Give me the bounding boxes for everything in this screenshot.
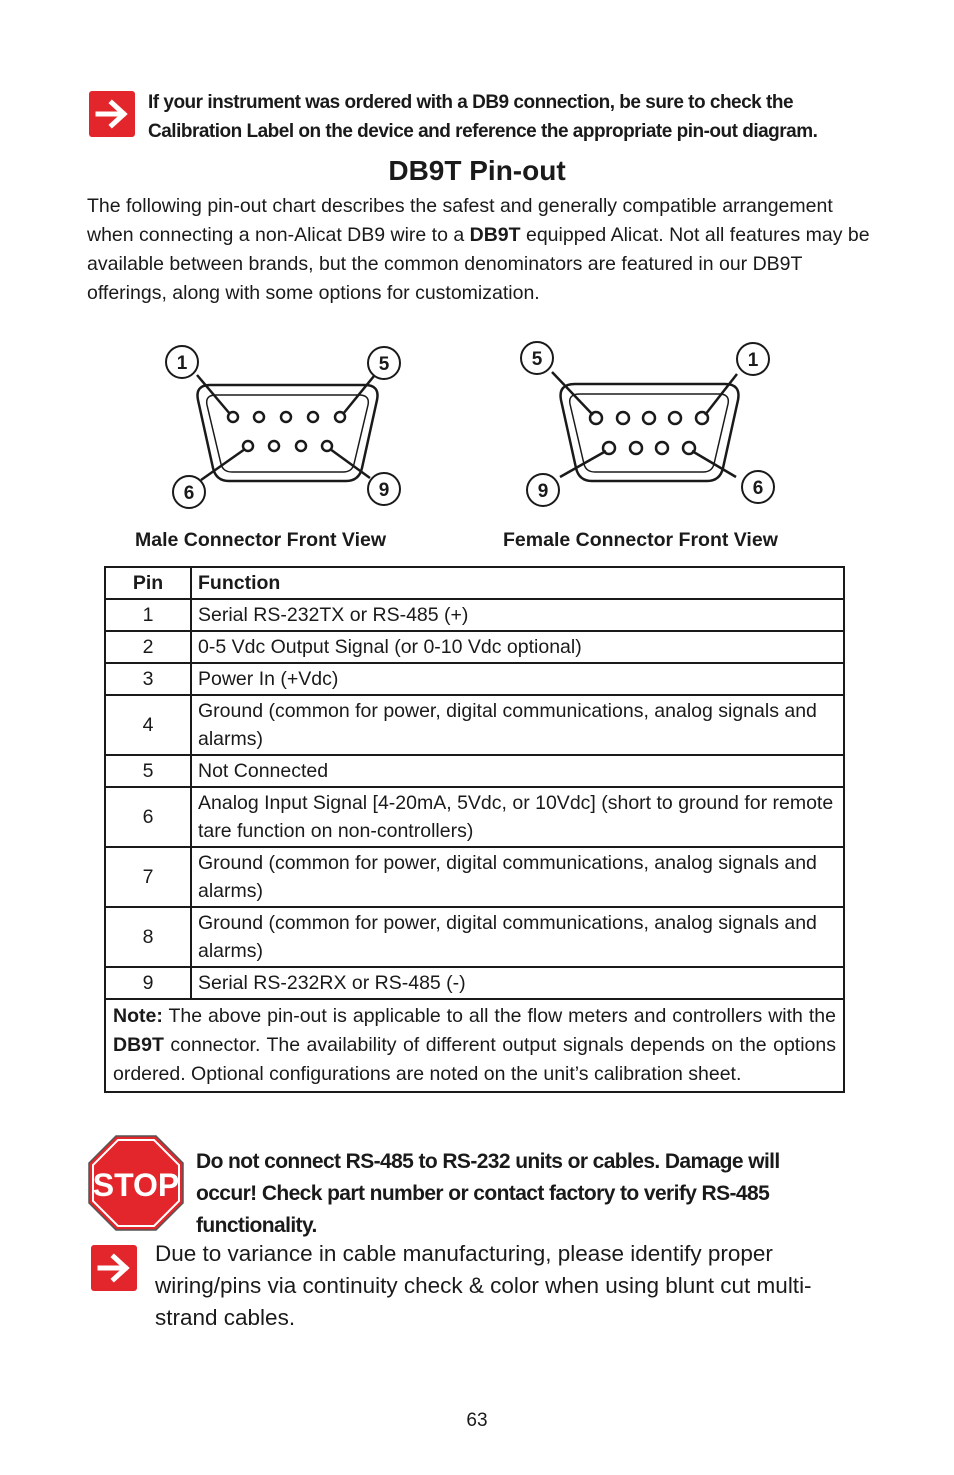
pin-cell: 4 bbox=[105, 695, 191, 755]
table-note-row bbox=[105, 999, 844, 1092]
arrow-right-icon bbox=[91, 1245, 137, 1291]
pin-cell: 9 bbox=[105, 967, 191, 999]
female-label-tl: 5 bbox=[531, 349, 543, 370]
stop-sign-text: STOP bbox=[92, 1167, 180, 1203]
table-row bbox=[105, 663, 844, 695]
pin-cell: 8 bbox=[105, 907, 191, 967]
note-text-1: The above pin-out is applicable to all the flow meters and controllers with the bbox=[168, 1005, 836, 1027]
table-row bbox=[105, 967, 844, 999]
pinout-table bbox=[104, 566, 845, 1093]
header-pin: Pin bbox=[105, 567, 191, 599]
female-label-br: 6 bbox=[752, 478, 764, 499]
note-text-2: connector. The availability of different output signals depends on the options ordered. Optional configurations are noted on the unit’s calibration sheet. bbox=[113, 1034, 836, 1085]
function-cell: Ground (common for power, digital communications, analog signals and alarms) bbox=[191, 907, 844, 967]
intro-paragraph bbox=[87, 192, 877, 308]
pin-cell: 1 bbox=[105, 599, 191, 631]
function-cell: Ground (common for power, digital communications, analog signals and alarms) bbox=[191, 695, 844, 755]
stop-sign-icon bbox=[88, 1135, 184, 1231]
page-number: 63 bbox=[466, 1410, 488, 1431]
intro-bold: DB9T bbox=[469, 224, 521, 246]
pin-cell: 7 bbox=[105, 847, 191, 907]
function-cell: Analog Input Signal [4-20mA, 5Vdc, or 10Vdc] (short to ground for remote tare function on non-controllers) bbox=[191, 787, 844, 847]
male-label-tr: 5 bbox=[378, 354, 390, 375]
female-caption: Female Connector Front View bbox=[503, 529, 778, 551]
table-row bbox=[105, 631, 844, 663]
function-cell: Ground (common for power, digital communications, analog signals and alarms) bbox=[191, 847, 844, 907]
pin-cell: 5 bbox=[105, 755, 191, 787]
table-row bbox=[105, 695, 844, 755]
table-row bbox=[105, 787, 844, 847]
arrow-right-icon bbox=[89, 91, 135, 137]
male-label-br: 9 bbox=[378, 480, 390, 501]
table-row bbox=[105, 755, 844, 787]
table-row bbox=[105, 847, 844, 907]
male-label-tl: 1 bbox=[176, 353, 188, 374]
pin-cell: 3 bbox=[105, 663, 191, 695]
header-function: Function bbox=[191, 567, 844, 599]
function-cell: Not Connected bbox=[191, 755, 844, 787]
male-label-bl: 6 bbox=[183, 483, 195, 504]
female-label-bl: 9 bbox=[537, 481, 549, 502]
intro-text-2: equipped Alicat. Not all features may be available between brands, but the common denominators are featured in our DB9T offerings, along with some options for customization. bbox=[87, 224, 870, 304]
page-title: DB9T Pin-out bbox=[388, 155, 566, 186]
function-cell: Power In (+Vdc) bbox=[191, 663, 844, 695]
note-label: Note: bbox=[113, 1005, 163, 1027]
pin-cell: 6 bbox=[105, 787, 191, 847]
function-cell: Serial RS-232RX or RS-485 (-) bbox=[191, 967, 844, 999]
male-connector-diagram bbox=[160, 338, 410, 518]
pin-cell: 2 bbox=[105, 631, 191, 663]
male-caption: Male Connector Front View bbox=[135, 529, 387, 551]
female-label-tr: 1 bbox=[747, 350, 759, 371]
intro-text-1: The following pin-out chart describes the safest and generally compatible arrangement when connecting a non-Alicat DB9 wire to a bbox=[87, 195, 833, 246]
notice-top: If your instrument was ordered with a DB9 connection, be sure to check the Calibration Label on the device and reference the appropriate pin-out diagram. bbox=[148, 92, 818, 142]
table-header-row bbox=[105, 567, 844, 599]
function-cell: 0-5 Vdc Output Signal (or 0-10 Vdc optional) bbox=[191, 631, 844, 663]
stop-warning: Do not connect RS-485 to RS-232 units or cables. Damage will occur! Check part number or contact factory to verify RS-485 functionality. bbox=[196, 1150, 780, 1237]
female-connector-diagram bbox=[517, 334, 782, 514]
note-bold: DB9T bbox=[113, 1034, 164, 1056]
function-cell: Serial RS-232TX or RS-485 (+) bbox=[191, 599, 844, 631]
table-row bbox=[105, 599, 844, 631]
bottom-note: Due to variance in cable manufacturing, please identify proper wiring/pins via continuity check & color when using blunt cut multi-strand cables. bbox=[155, 1241, 812, 1330]
table-row bbox=[105, 907, 844, 967]
table-note bbox=[105, 999, 844, 1092]
